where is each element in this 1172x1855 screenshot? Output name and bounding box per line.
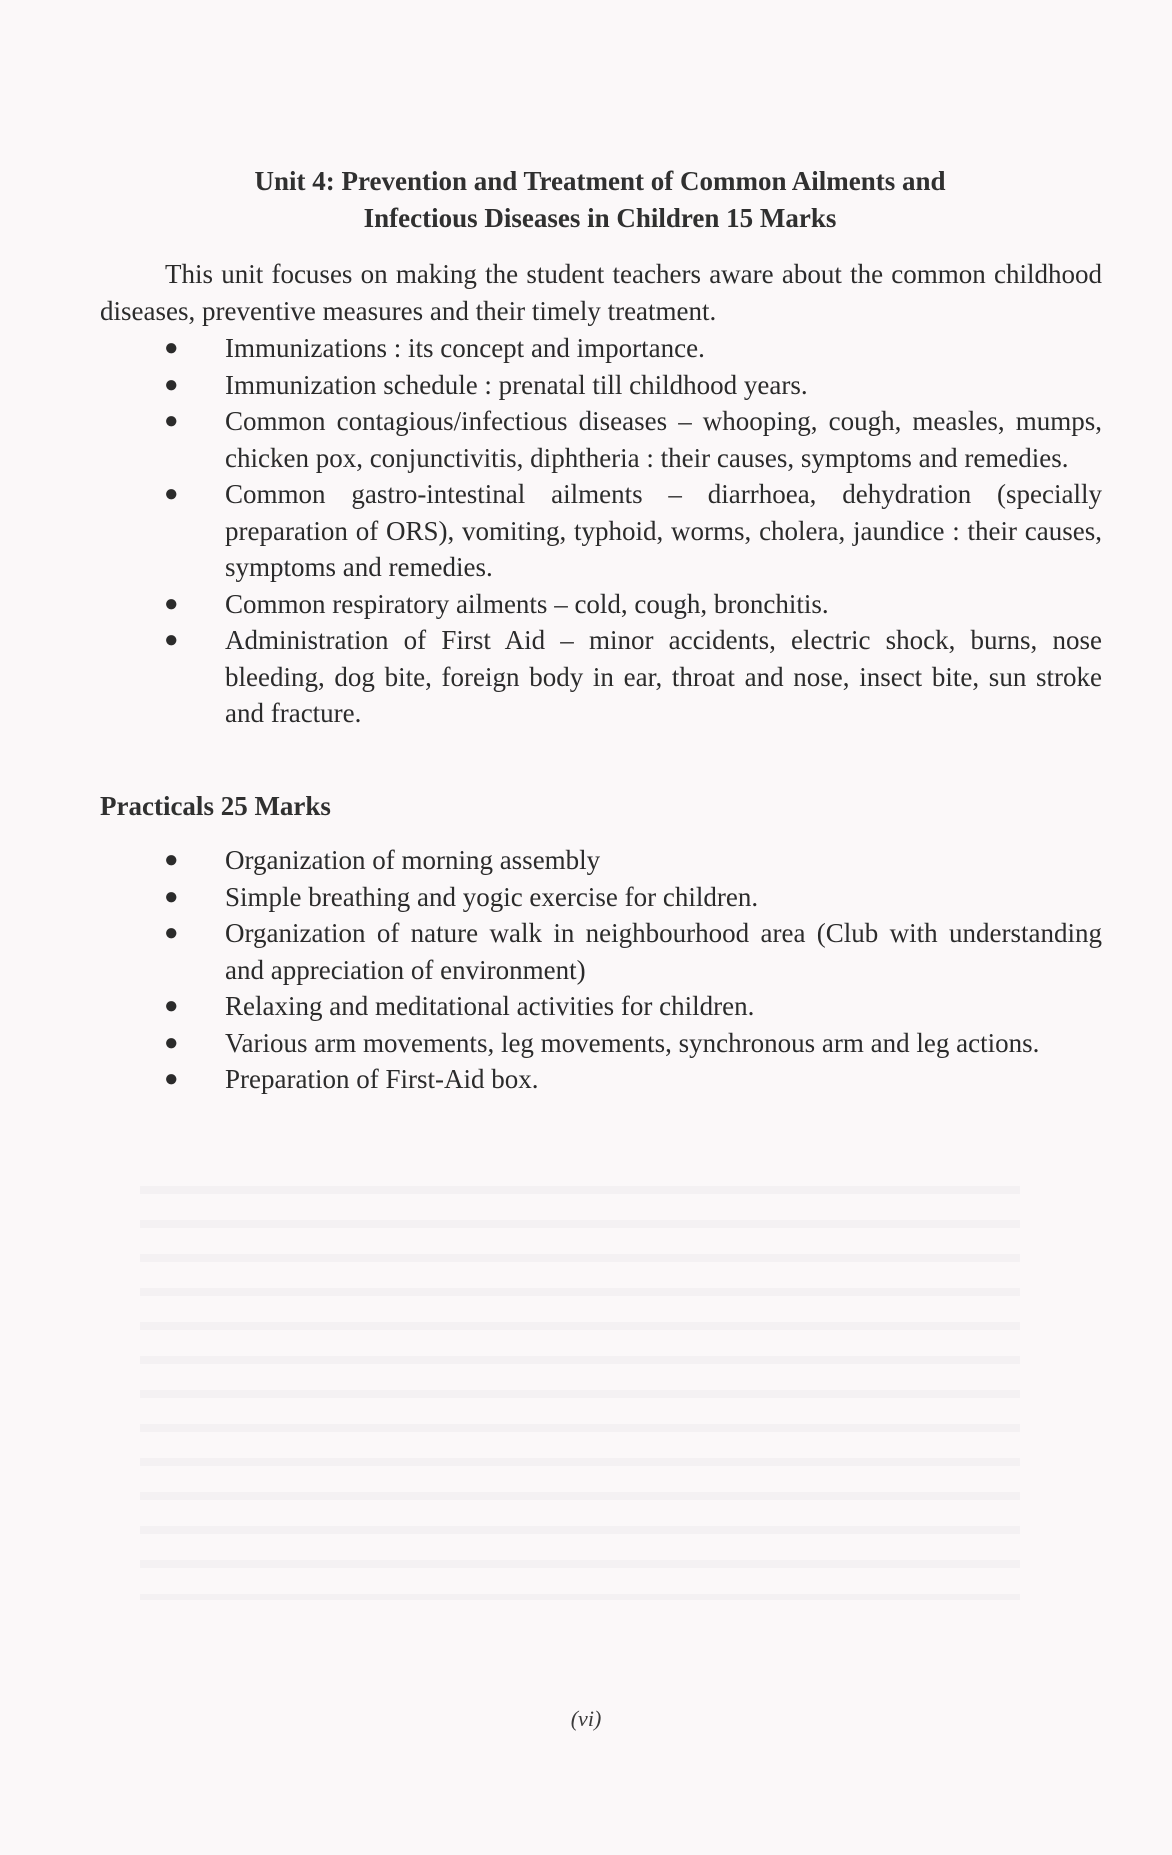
- list-item: ● Preparation of First-Aid box.: [100, 1061, 1102, 1098]
- bullet-icon: ●: [164, 1066, 179, 1092]
- bullet-icon: ●: [164, 1029, 179, 1056]
- page-number: (vi): [570, 1706, 602, 1731]
- bullet-icon: ●: [164, 335, 179, 361]
- list-item: ● Common gastro-intestinal ailments – diarrhoea, dehydration (specially preparation of ORS), vomiting, typhoid, worms, cholera, jaundice : their causes, symptoms and remedies.: [100, 476, 1102, 586]
- bullet-icon: ●: [164, 627, 179, 653]
- bullet-icon: ●: [164, 481, 179, 507]
- list-item: ● Organization of nature walk in neighbourhood area (Club with understanding and appreciation of environment): [100, 915, 1102, 988]
- list-item: ● Relaxing and meditational activities for children.: [100, 988, 1102, 1025]
- bullet-icon: ●: [164, 590, 179, 617]
- list-item: ● Organization of morning assembly: [100, 842, 1102, 879]
- list-item: ● Immunization schedule : prenatal till childhood years.: [100, 367, 1102, 404]
- list-item: ● Various arm movements, leg movements, synchronous arm and leg actions.: [100, 1025, 1102, 1062]
- bullet-icon: ●: [164, 408, 179, 434]
- unit-title-line-2: Infectious Diseases in Children 15 Marks: [363, 203, 837, 233]
- bullet-icon: ●: [164, 883, 179, 910]
- bullet-icon: ●: [164, 847, 179, 873]
- bullet-icon: ●: [164, 993, 179, 1019]
- list-item: ● Simple breathing and yogic exercise for children.: [100, 879, 1102, 916]
- unit-title: [100, 163, 1100, 237]
- list-item: ● Administration of First Aid – minor accidents, electric shock, burns, nose bleeding, dog bite, foreign body in ear, throat and nose, insect bite, sun stroke and fracture.: [100, 622, 1102, 732]
- unit-title-line-1: Unit 4: Prevention and Treatment of Common Ailments and: [254, 166, 946, 196]
- list-item: ● Common contagious/infectious diseases – whooping, cough, measles, mumps, chicken pox, conjunctivitis, diphtheria : their causes, symptoms and remedies.: [100, 403, 1102, 476]
- practicals-list: [100, 842, 1102, 1098]
- practicals-heading: Practicals 25 Marks: [100, 791, 331, 821]
- bullet-icon: ●: [164, 371, 179, 398]
- bullet-icon: ●: [164, 920, 179, 946]
- list-item: ● Immunizations : its concept and importance.: [100, 330, 1102, 367]
- unit-topic-list: [100, 330, 1102, 732]
- list-item: ● Common respiratory ailments – cold, cough, bronchitis.: [100, 586, 1102, 623]
- unit-intro-paragraph: This unit focuses on making the student teachers aware about the common childhood diseases, preventive measures and their timely treatment.: [100, 259, 1102, 326]
- show-through-text: [140, 1160, 1020, 1600]
